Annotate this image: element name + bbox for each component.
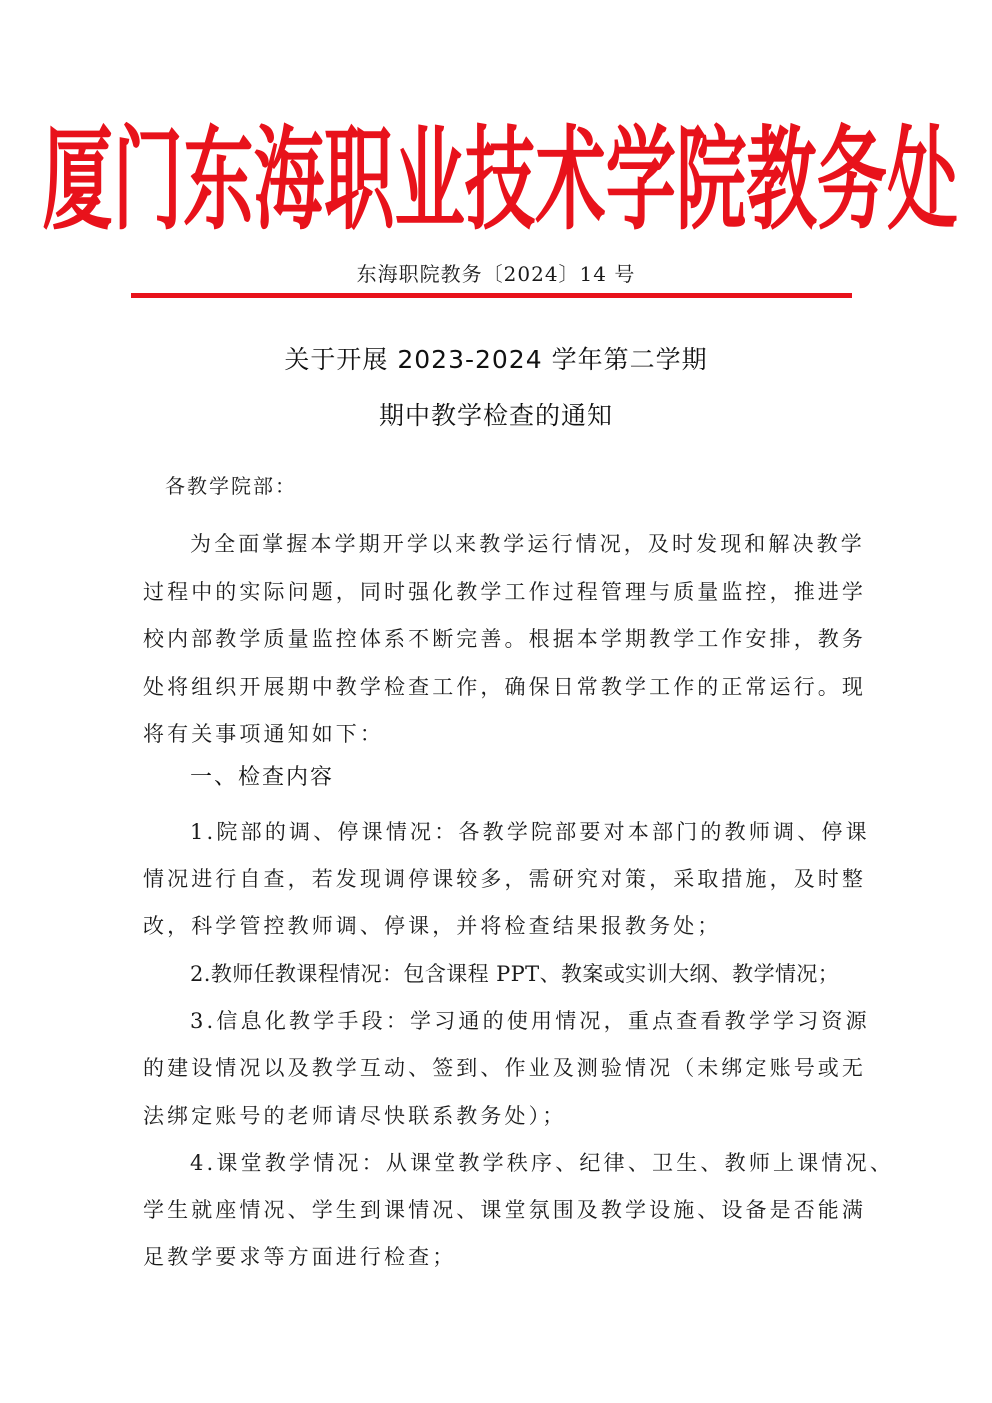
intro-line: 过程中的实际问题，同时强化教学工作过程管理与质量监控，推进学 [143,580,866,604]
notice-title-line-1: 关于开展 2023-2024 学年第二学期 [284,345,708,374]
document-number: 东海职院教务〔2024〕14 号 [356,262,636,286]
section-heading-check-content: 一、检查内容 [190,765,335,790]
issuing-office-header [42,96,958,247]
section-line: 的建设情况以及教学互动、签到、作业及测验情况（未绑定账号或无 [143,1056,866,1080]
red-divider-line [131,293,852,298]
section-line: 改，科学管控教师调、停课，并将检查结果报教务处； [143,914,722,938]
section-line: 4.课堂教学情况：从课堂教学秩序、纪律、卫生、教师上课情况、 [190,1151,895,1175]
section-line: 3.信息化教学手段：学习通的使用情况，重点查看教学学习资源 [190,1009,870,1033]
section-line: 1.院部的调、停课情况：各教学院部要对本部门的教师调、停课 [190,820,870,844]
intro-line: 为全面掌握本学期开学以来教学运行情况，及时发现和解决教学 [190,532,865,556]
section-line: 法绑定账号的老师请尽快联系教务处）； [143,1104,567,1128]
notice-title-line-2: 期中教学检查的通知 [378,401,613,430]
intro-line: 处将组织开展期中教学检查工作，确保日常教学工作的正常运行。现 [143,675,866,699]
intro-line: 校内部教学质量监控体系不断完善。根据本学期教学工作安排，教务 [143,627,866,651]
section-line: 2.教师任教课程情况：包含课程 PPT、教案或实训大纲、教学情况； [190,962,840,986]
section-line: 学生就座情况、学生到课情况、课堂氛围及教学设施、设备是否能满 [143,1198,866,1222]
section-line: 足教学要求等方面进行检查； [143,1245,457,1269]
intro-line: 将有关事项通知如下： [143,722,384,746]
issuing-office-name: 厦门东海职业技术学院教务处 [42,115,958,247]
salutation: 各教学院部： [165,474,297,498]
section-line: 情况进行自查，若发现调停课较多，需研究对策，采取措施，及时整 [143,867,866,891]
